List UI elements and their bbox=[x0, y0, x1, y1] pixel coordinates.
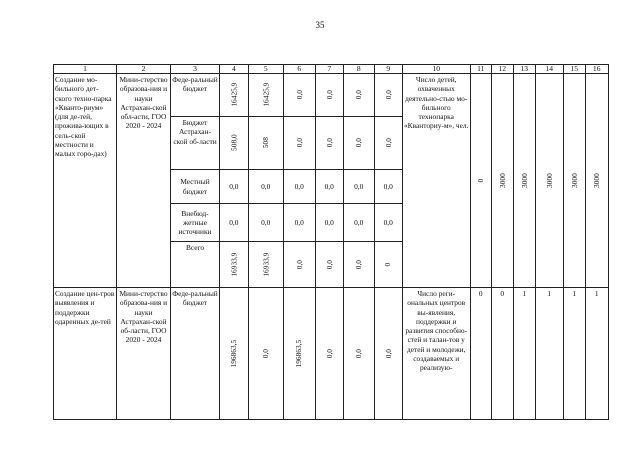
value-cell: 0,0 bbox=[220, 204, 249, 242]
indicator-value-cell: 1 bbox=[585, 288, 608, 420]
value-cell: 508 bbox=[248, 117, 283, 170]
funding-source-cell: Внебюд-жетные источники bbox=[171, 204, 220, 242]
value-cell: 0,0 bbox=[315, 117, 343, 170]
column-number: 2 bbox=[117, 65, 171, 74]
funding-source-cell: Всего bbox=[171, 242, 220, 288]
value-cell: 0,0 bbox=[220, 170, 249, 204]
column-number: 1 bbox=[54, 65, 117, 74]
indicator-value-cell: 1 bbox=[563, 288, 585, 420]
indicator-value-cell: 0 bbox=[470, 288, 491, 420]
value-cell: 0,0 bbox=[374, 117, 402, 170]
indicator-value-cell: 3000 bbox=[513, 74, 535, 288]
value-cell: 0,0 bbox=[315, 242, 343, 288]
indicator-value-cell: 1 bbox=[535, 288, 563, 420]
value-cell: 0,0 bbox=[343, 288, 374, 420]
value-cell: 0,0 bbox=[283, 242, 315, 288]
column-number: 5 bbox=[248, 65, 283, 74]
value-cell: 508,0 bbox=[220, 117, 249, 170]
value-cell: 0,0 bbox=[374, 204, 402, 242]
value-cell: 0,0 bbox=[315, 204, 343, 242]
value-cell: 0,0 bbox=[343, 204, 374, 242]
column-number: 8 bbox=[343, 65, 374, 74]
value-cell: 0,0 bbox=[315, 288, 343, 420]
project-name-cell: Создание мо-бильного дет-ского техно-парка «Кванто-риум» (для де-тей, прожива-ющих в сель-ской местности и малых горо-дах) bbox=[54, 74, 117, 288]
value-cell: 16425,9 bbox=[248, 74, 283, 117]
value-cell: 0 bbox=[374, 242, 402, 288]
column-number: 9 bbox=[374, 65, 402, 74]
value-cell: 0,0 bbox=[343, 170, 374, 204]
indicator-cell: Число реги-ональных центров вы-явления, поддержки и развития способно-стей и талан-тов у детей и молодежи, создаваемых и реализую- bbox=[402, 288, 470, 420]
value-cell: 0,0 bbox=[248, 288, 283, 420]
funding-source-cell: Феде-ральный бюджет bbox=[171, 74, 220, 117]
indicator-value-cell: 3000 bbox=[563, 74, 585, 288]
value-cell: 0,0 bbox=[374, 288, 402, 420]
value-cell: 16933,9 bbox=[248, 242, 283, 288]
indicator-value-cell: 1 bbox=[513, 288, 535, 420]
funding-source-cell: Местный бюджет bbox=[171, 170, 220, 204]
indicator-value-cell: 3000 bbox=[491, 74, 513, 288]
value-cell: 0,0 bbox=[343, 242, 374, 288]
column-number: 14 bbox=[535, 65, 563, 74]
executor-cell: Мини-стерство образова-ния и науки Астрахан-ской об-ласти, ГОО 2020 - 2024 bbox=[117, 288, 171, 420]
page-number: 35 bbox=[315, 20, 325, 30]
value-cell: 16933,9 bbox=[220, 242, 249, 288]
value-cell: 0,0 bbox=[374, 170, 402, 204]
value-cell: 0,0 bbox=[283, 117, 315, 170]
value-cell: 16425,9 bbox=[220, 74, 249, 117]
value-cell: 0,0 bbox=[283, 74, 315, 117]
column-number: 6 bbox=[283, 65, 315, 74]
value-cell: 196863,5 bbox=[220, 288, 249, 420]
value-cell: 0,0 bbox=[315, 74, 343, 117]
column-number: 10 bbox=[402, 65, 470, 74]
column-number: 7 bbox=[315, 65, 343, 74]
executor-cell: Мини-стерство образова-ния и науки Астрахан-ской обл-асти, ГОО 2020 - 2024 bbox=[117, 74, 171, 288]
value-cell: 0,0 bbox=[343, 74, 374, 117]
column-number: 15 bbox=[563, 65, 585, 74]
value-cell: 0,0 bbox=[343, 117, 374, 170]
value-cell: 0,0 bbox=[374, 74, 402, 117]
value-cell: 0,0 bbox=[248, 170, 283, 204]
indicator-value-cell: 3000 bbox=[535, 74, 563, 288]
column-number: 11 bbox=[470, 65, 491, 74]
column-number: 3 bbox=[171, 65, 220, 74]
column-number-row bbox=[54, 65, 609, 74]
value-cell: 0,0 bbox=[283, 170, 315, 204]
indicator-value-cell: 3000 bbox=[585, 74, 608, 288]
funding-source-cell: Бюджет Астрахан-ской об-ласти bbox=[171, 117, 220, 170]
column-number: 13 bbox=[513, 65, 535, 74]
funding-source-cell: Феде-ральный бюджет bbox=[171, 288, 220, 420]
value-cell: 0,0 bbox=[248, 204, 283, 242]
column-number: 12 bbox=[491, 65, 513, 74]
indicator-value-cell: 0 bbox=[491, 288, 513, 420]
indicator-cell: Число детей, охваченных деятельно-стью мо-бильного технопарка «Кванториу-м», чел. bbox=[402, 74, 470, 288]
value-cell: 196863,5 bbox=[283, 288, 315, 420]
column-number: 16 bbox=[585, 65, 608, 74]
budget-table bbox=[53, 64, 609, 420]
value-cell: 0,0 bbox=[283, 204, 315, 242]
value-cell: 0,0 bbox=[315, 170, 343, 204]
indicator-value-cell: 0 bbox=[470, 74, 491, 288]
column-number: 4 bbox=[220, 65, 249, 74]
project-name-cell: Создание цен-тров выявления и поддержки одаренных де-тей bbox=[54, 288, 117, 420]
